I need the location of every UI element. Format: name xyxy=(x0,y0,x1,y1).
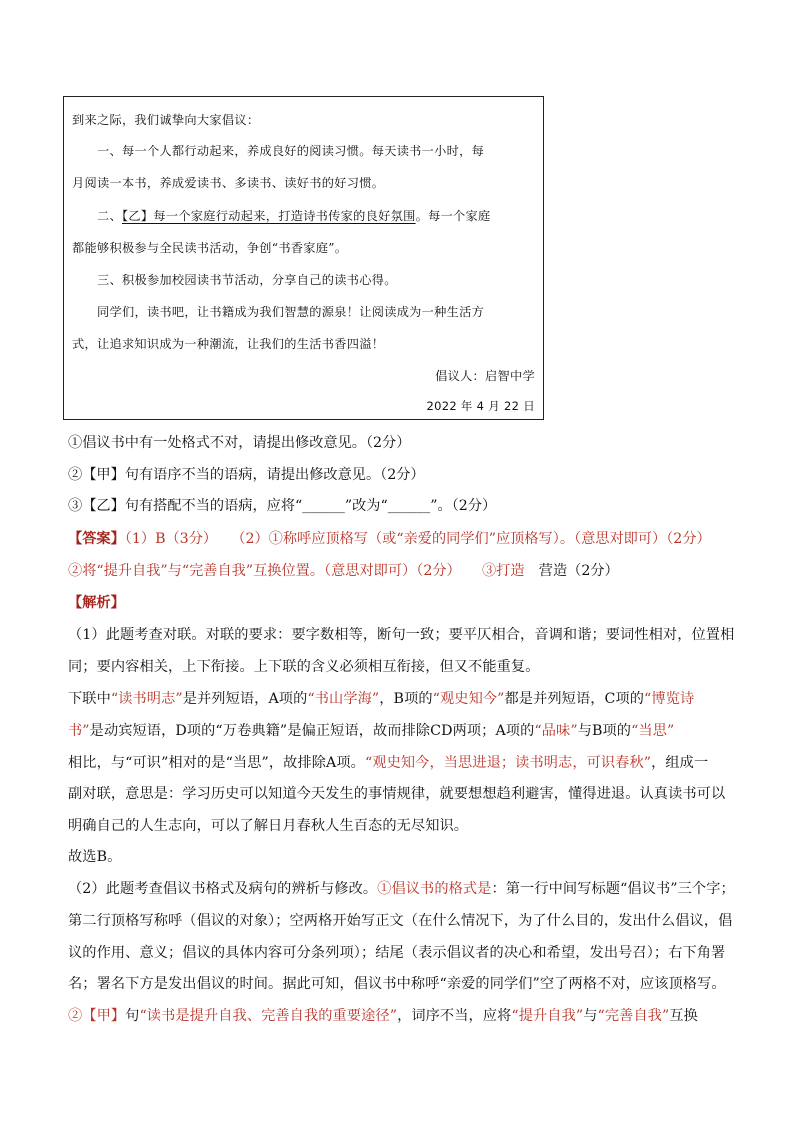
analysis-p2-line-1-seg-7: 都是并列短语，C项的 xyxy=(504,691,645,707)
analysis-p2-line-2-seg-2: 是动宾短语，D项的“万卷典籍”是偏正短语，故而排除CD两项；A项的 xyxy=(89,722,535,739)
analysis-p4-line-5-seg-8: 互换 xyxy=(669,1008,698,1025)
analysis-p2-line-3-seg-1: 相比，与“可识”相对的是“当思”，故排除A项。 xyxy=(68,754,365,771)
analysis-p2-line-1-seg-5: ，B项的 xyxy=(379,691,433,707)
analysis-p2-line-5-seg-1: 明确自己的人生志向，可以了解日月春秋人生百态的无尽知识。 xyxy=(68,818,469,835)
analysis-p4-line-5-seg-4: ，词序不当，应将 xyxy=(397,1008,512,1025)
letter-date: 2022 年 4 月 22 日 xyxy=(426,399,535,413)
letter-line-3: 月阅读一本书，养成爱读书、多读书、读好书的好习惯。 xyxy=(72,176,385,190)
analysis-p4-line-2 xyxy=(68,910,732,930)
analysis-p2-line-2 xyxy=(68,720,674,740)
question-1: ①倡议书中有一处格式不对，请提出修改意见。（2分） xyxy=(68,435,411,451)
letter-line-2: 一、每一个人都行动起来，养成良好的阅读习惯。每天读书一小时，每 xyxy=(97,144,485,158)
analysis-p4-line-3-seg-1: 议的作用、意义；倡议的具体内容可分条列项）；结尾（表示倡议者的决心和希望，发出号召）；右下角署 xyxy=(68,944,726,961)
proposal-letter-box xyxy=(63,96,544,420)
analysis-p4-line-2-seg-1: 第二行顶格写称呼（倡议的对象）；空两格开始写正文（在什么情况下，为了什么目的，发出什么倡议，倡 xyxy=(68,912,733,929)
question-3: ③【乙】句有搭配不当的语病，应将“______”改为“______”。（2分） xyxy=(68,498,497,514)
analysis-p2-line-2-seg-5: “当思” xyxy=(631,722,675,739)
question-2: ②【甲】句有语序不当的语病，请提出修改意见。（2分） xyxy=(68,467,425,483)
letter-line-5: 都能够积极参与全民读书活动，争创“书香家庭”。 xyxy=(72,241,348,255)
analysis-p4-line-1-seg-1: （2）此题考查倡议书格式及病句的辨析与修改。 xyxy=(68,881,378,897)
analysis-p2-line-1-seg-2: “读书明志” xyxy=(110,691,183,707)
analysis-p4-line-4 xyxy=(68,973,726,993)
analysis-label: 【解析】 xyxy=(68,595,125,611)
analysis-conclusion: 故选B。 xyxy=(68,849,122,865)
analysis-p4-line-5-seg-5: “提升自我” xyxy=(511,1008,584,1025)
analysis-p4-line-3 xyxy=(68,942,725,962)
letter-line-1: 到来之际，我们诚挚向大家倡议： xyxy=(72,113,260,127)
analysis-p2-line-4-seg-1: 副对联，意思是：学习历史可以知道今天发生的事情规律，就要想想趋利避害，懂得进退。认真读书可以 xyxy=(68,786,726,803)
analysis-p4-line-1-seg-2: ①倡议书的格式是 xyxy=(377,881,492,897)
analysis-p2-line-5 xyxy=(68,815,468,835)
analysis-p2-line-1-seg-3: 是并列短语，A项的 xyxy=(182,691,308,707)
analysis-p4-line-5-seg-3: “读书是提升自我、完善自我的重要途径” xyxy=(139,1008,398,1025)
analysis-p4-line-5-seg-7: “完善自我” xyxy=(597,1008,670,1025)
answer-label: 【答案】 xyxy=(68,531,125,547)
letter-line-8: 式，让追求知识成为一种潮流，让我们的生活书香四溢！ xyxy=(72,337,385,351)
answer-line-2 xyxy=(68,560,619,580)
analysis-p4-line-1-seg-3: ：第一行中间写标题“倡议书”三个字； xyxy=(491,881,735,897)
analysis-p4-line-5-seg-2: 句 xyxy=(125,1008,140,1025)
analysis-p4-line-5-seg-1: ②【甲】 xyxy=(68,1008,126,1025)
analysis-p2-line-1-seg-1: 下联中 xyxy=(68,691,111,707)
analysis-p2-line-3-seg-2: “观史知今，当思进退；读书明志，可识春秋” xyxy=(364,754,652,771)
analysis-p1-line-1: （1）此题考查对联。对联的要求：要字数相等，断句一致；要平仄相合，音调和谐；要词性相对，位置相 xyxy=(68,627,735,643)
letter-line-7: 同学们，读书吧，让书籍成为我们智慧的源泉！让阅读成为一种生活方 xyxy=(97,305,485,319)
letter-line-4-prefix: 二、 xyxy=(97,209,122,223)
analysis-p2-line-2-seg-3: “品味” xyxy=(534,722,578,739)
analysis-p2-line-2-seg-4: 与B项的 xyxy=(577,722,632,739)
answer-text-2b: 营造（2分） xyxy=(524,563,619,579)
analysis-p2-line-2-seg-1: 书” xyxy=(68,722,90,739)
letter-line-6: 三、积极参加校园读书节活动，分享自己的读书心得。 xyxy=(97,273,397,287)
letter-line-4-suffix: 。每一个家庭 xyxy=(415,209,491,223)
analysis-p2-line-3-seg-3: ，组成一 xyxy=(651,754,709,771)
analysis-p4-line-5-seg-6: 与 xyxy=(583,1008,598,1025)
analysis-p2-line-1-seg-6: “观史知今” xyxy=(432,691,505,707)
analysis-p2-line-1-seg-8: “博览诗 xyxy=(644,691,695,707)
analysis-p4-line-5 xyxy=(68,1005,698,1025)
letter-signer: 倡议人：启智中学 xyxy=(435,369,535,383)
analysis-p2-line-1 xyxy=(68,688,694,708)
analysis-p4-line-1 xyxy=(68,878,735,898)
analysis-p2-line-1-seg-4: “书山学海” xyxy=(307,691,380,707)
letter-sentence-yi: 【乙】每一个家庭行动起来，打造诗书传家的良好氛围 xyxy=(121,209,416,223)
analysis-p4-line-4-seg-1: 名；署名下方是发出倡议的时间。据此可知，倡议书中称呼“亲爱的同学们”空了两格不对，应该顶格写。 xyxy=(68,976,726,993)
analysis-p1-line-2: 同；要内容相关，上下衔接。上下联的含义必须相互衔接，但又不能重复。 xyxy=(68,659,540,675)
answer-text-1: （1）B（3分） （2）①称呼应顶格写（或“亲爱的同学们”应顶格写）。（意思对即可）（2分） xyxy=(124,531,711,547)
analysis-p2-line-4 xyxy=(68,783,725,803)
analysis-p2-line-3 xyxy=(68,752,708,772)
letter-line-4 xyxy=(97,207,491,224)
answer-line-1 xyxy=(68,528,711,548)
answer-text-2a: ②将“提升自我”与“完善自我”互换位置。（意思对即可）（2分） ③打造 xyxy=(68,563,525,579)
